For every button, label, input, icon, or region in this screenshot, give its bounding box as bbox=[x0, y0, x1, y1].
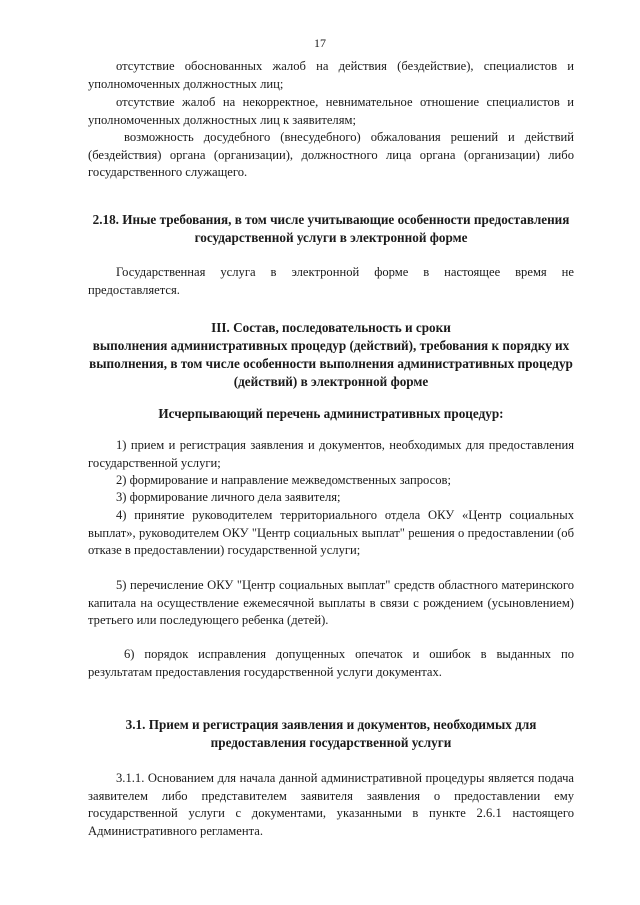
page-number: 17 bbox=[314, 36, 326, 50]
section-2-18-heading: 2.18. Иные требования, в том числе учитывающие особенности предоставления государственной услуги в электронной форме bbox=[92, 212, 570, 245]
intro-paragraph-2: отсутствие жалоб на некорректное, невнимательное отношение специалистов и уполномоченных должностных лиц к заявителям; bbox=[88, 95, 574, 127]
section-3-1-1-text: 3.1.1. Основанием для начала данной административной процедуры является подача заявителем либо представителем заявителя заявления о предоставлении ему государственной услуги с документами, указанными в пункте 2.6.1 настоящего Административного регламента. bbox=[88, 771, 574, 838]
intro-paragraph-1: отсутствие обоснованных жалоб на действия (бездействие), специалистов и уполномоченных должностных лиц; bbox=[88, 59, 574, 91]
procedure-item-4: 4) принятие руководителем территориального отдела ОКУ «Центр социальных выплат», руководителем ОКУ "Центр социальных выплат" решения о предоставлении (об отказе в предоставлении) государственной услуги; bbox=[88, 508, 574, 557]
procedures-list-heading: Исчерпывающий перечень административных процедур: bbox=[158, 406, 504, 421]
procedure-item-3: 3) формирование личного дела заявителя; bbox=[116, 490, 341, 504]
procedure-item-1: 1) прием и регистрация заявления и документов, необходимых для предоставления государственной услуги; bbox=[88, 438, 574, 470]
section-iii-heading-line1: III. Состав, последовательность и сроки bbox=[211, 320, 451, 335]
procedure-item-6: 6) порядок исправления допущенных опечаток и ошибок в выданных по результатам предоставления государственной услуги документах. bbox=[88, 647, 574, 679]
section-2-18-text: Государственная услуга в электронной форме в настоящее время не предоставляется. bbox=[88, 265, 574, 297]
procedure-item-2: 2) формирование и направление межведомственных запросов; bbox=[116, 473, 451, 487]
section-iii-heading-rest: выполнения административных процедур (действий), требования к порядку их выполнения, в том числе особенности выполнения административных процедур (действий) в электронной форме bbox=[89, 338, 573, 389]
procedure-item-5: 5) перечисление ОКУ "Центр социальных выплат" средств областного материнского капитала на осуществление ежемесячной выплаты в связи с рождением (усыновлением) третьего или последующего ребенка (детей). bbox=[88, 578, 574, 627]
intro-paragraph-3: возможность досудебного (внесудебного) обжалования решений и действий (бездействия) органа (организации), должностного лица органа (организации) либо государственного служащего. bbox=[88, 130, 574, 179]
section-3-1-heading: 3.1. Прием и регистрация заявления и документов, необходимых для предоставления государственной услуги bbox=[125, 717, 537, 750]
